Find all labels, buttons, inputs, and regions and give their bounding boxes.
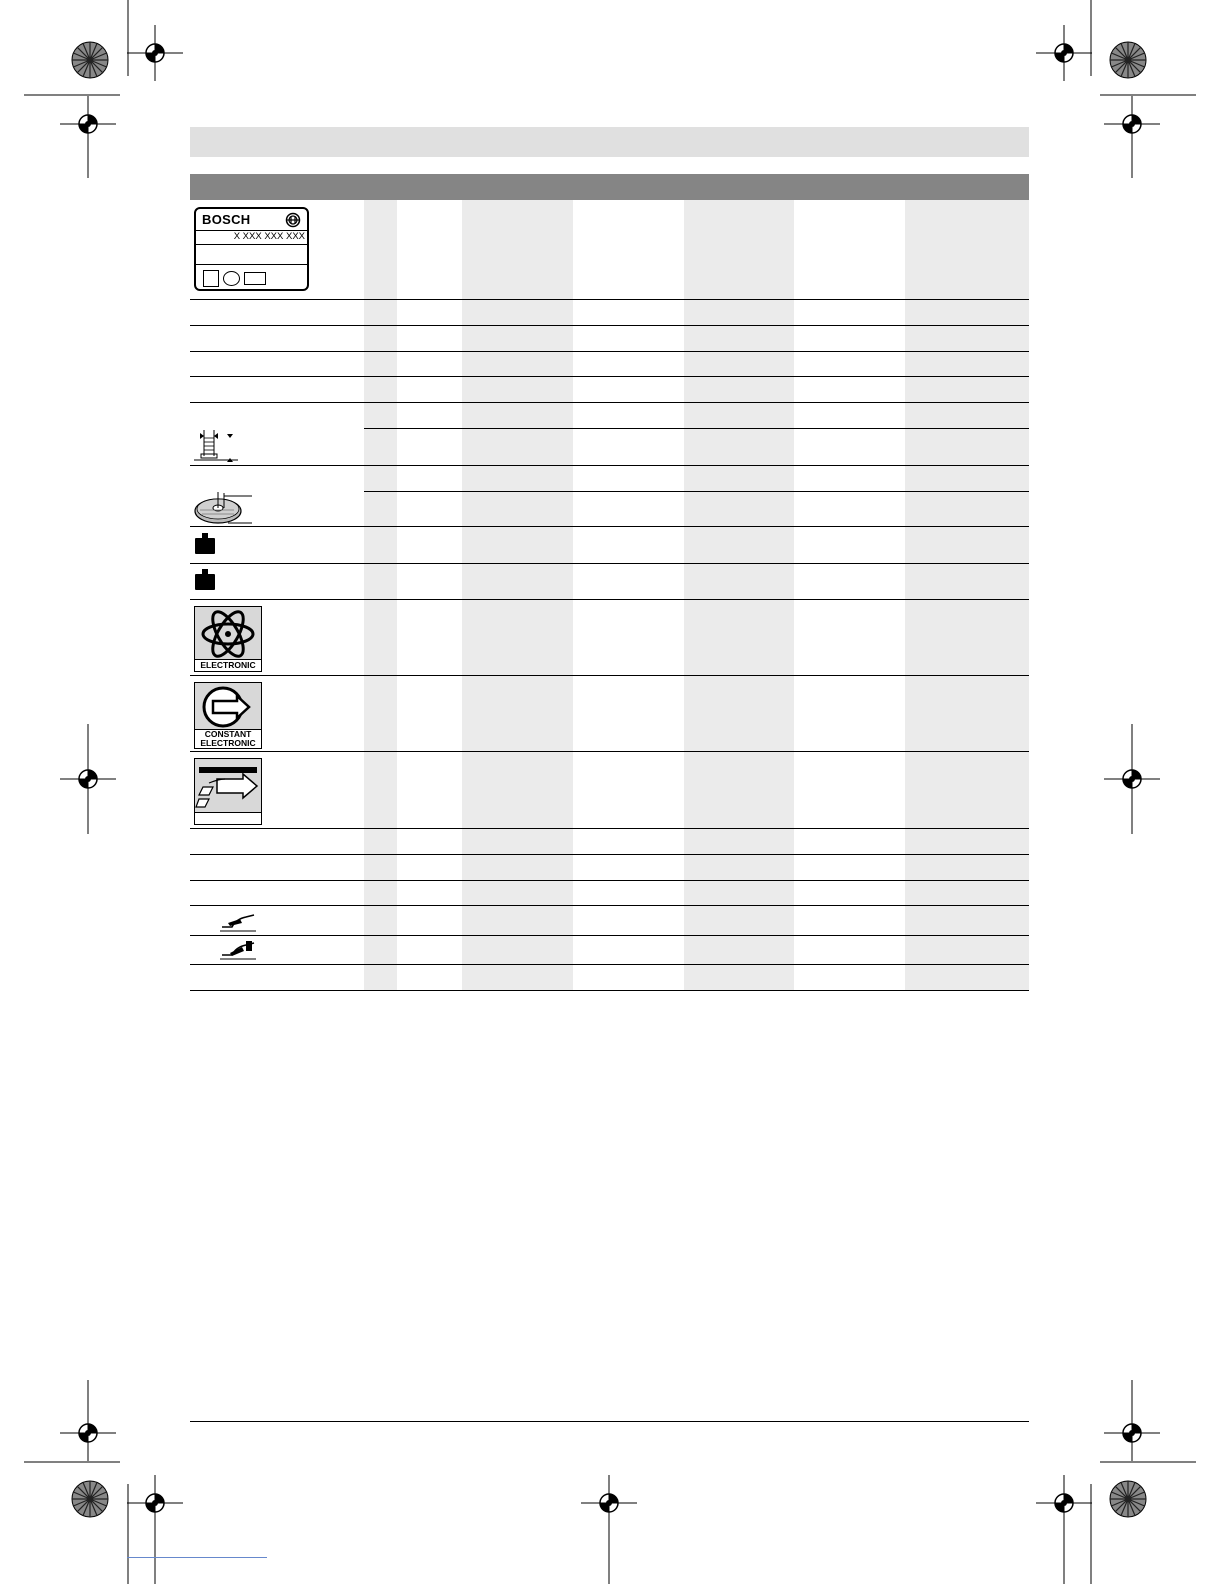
plate-square-mark <box>203 270 219 287</box>
shaded-column-2 <box>462 200 573 990</box>
row-divider <box>190 854 1029 855</box>
electronic-caption: ELECTRONIC <box>195 659 261 671</box>
row-divider <box>190 990 1029 991</box>
row-divider <box>190 465 1029 466</box>
row-divider <box>190 880 1029 881</box>
rating-plate <box>194 207 309 291</box>
page-header-bar <box>190 127 1029 157</box>
row-divider <box>364 491 1029 492</box>
footer-rule <box>190 1421 1029 1422</box>
constant-electronic-caption: CONSTANT ELECTRONIC <box>195 729 261 748</box>
row-divider <box>190 563 1029 564</box>
registration-star-tl <box>72 42 108 78</box>
table-header-bar <box>190 174 1029 200</box>
row-divider <box>190 935 1029 936</box>
footer-blue-rule <box>127 1557 267 1558</box>
row-divider <box>190 599 1029 600</box>
electronic-icon <box>195 607 261 661</box>
electronic-symbol <box>194 606 262 672</box>
row-divider <box>190 325 1029 326</box>
constant-electronic-symbol <box>194 682 262 749</box>
row-divider <box>190 526 1029 527</box>
row-divider <box>364 428 1029 429</box>
row-divider <box>190 675 1029 676</box>
registration-star-tr <box>1110 42 1146 78</box>
rating-plate-brand: BOSCH <box>202 212 251 227</box>
row-divider <box>190 299 1029 300</box>
shaded-column-4 <box>905 200 1029 990</box>
soft-start-icon <box>195 759 261 814</box>
plate-rect-mark <box>244 272 266 285</box>
soft-start-symbol <box>194 758 262 825</box>
guard-icon <box>220 909 256 933</box>
handle-icon <box>220 937 256 961</box>
row-divider <box>190 905 1029 906</box>
row-divider <box>190 751 1029 752</box>
shaded-column-1 <box>364 200 397 990</box>
row-divider <box>190 376 1029 377</box>
weight-icon <box>194 533 216 555</box>
row-divider <box>190 402 1029 403</box>
shaded-column-3 <box>684 200 794 990</box>
registration-star-br <box>1110 1481 1146 1517</box>
bosch-logo-icon <box>285 212 301 228</box>
row-divider <box>190 828 1029 829</box>
grinding-disc-icon <box>194 490 254 526</box>
spindle-thread-icon <box>194 428 238 464</box>
rating-plate-part-number: X XXX XXX XXX <box>233 231 305 242</box>
constant-electronic-icon <box>195 683 261 731</box>
row-divider <box>190 351 1029 352</box>
weight-icon <box>194 569 216 591</box>
plate-circle-mark <box>223 271 240 286</box>
registration-star-bl <box>72 1481 108 1517</box>
row-divider <box>190 964 1029 965</box>
